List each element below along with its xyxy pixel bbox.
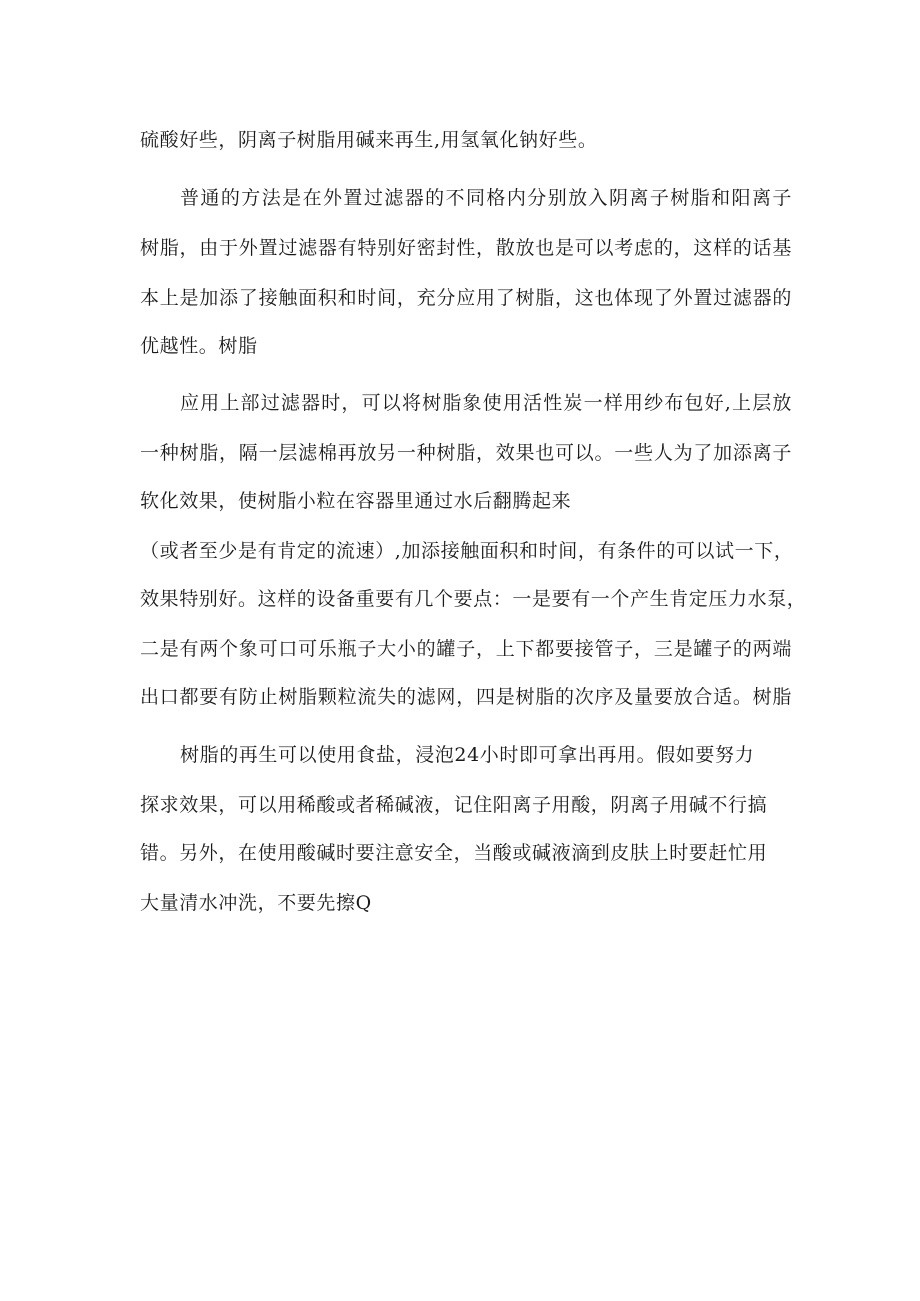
text-line: 探求效果，可以用稀酸或者稀碱液，记住阳离子用酸，阴离子用碱不行搞 — [140, 794, 768, 816]
text-line: 错。另外，在使用酸碱时要注意安全，当酸或碱液滴到皮肤上时要赶忙用 — [140, 842, 768, 864]
text-line: 出口都要有防止树脂颗粒流失的滤网，四是树脂的次序及量要放合适。树脂 — [140, 686, 792, 708]
text-line: 一种树脂，隔一层滤棉再放另一种树脂，效果也可以。一些人为了加添离子 — [140, 442, 792, 464]
text-line: 效果特别好。这样的设备重要有几个要点：一是要有一个产生肯定压力水泵， — [140, 588, 807, 610]
text-line: 大量清水冲洗，不要先擦Q — [140, 892, 372, 914]
text-line: 硫酸好些，阴离子树脂用碱来再生,用氢氧化钠好些。 — [140, 129, 598, 151]
text-line: 本上是加添了接触面积和时间，充分应用了树脂，这也体现了外置过滤器的 — [140, 287, 792, 309]
text-line: 二是有两个象可口可乐瓶子大小的罐子，上下都要接管子，三是罐子的两端 — [140, 638, 792, 660]
text-line: （或者至少是有肯定的流速）,加添接触面积和时间，有条件的可以试一下， — [140, 540, 794, 562]
text-line: 树脂的再生可以使用食盐，浸泡24小时即可拿出再用。假如要努力 — [180, 744, 755, 766]
text-line: 树脂，由于外置过滤器有特别好密封性，散放也是可以考虑的，这样的话基 — [140, 237, 792, 259]
text-line: 普通的方法是在外置过滤器的不同格内分别放入阴离子树脂和阳离子 — [180, 187, 792, 209]
text-line: 应用上部过滤器时，可以将树脂象使用活性炭一样用纱布包好,上层放 — [180, 392, 792, 414]
text-line: 软化效果，使树脂小粒在容器里通过水后翻腾起来 — [140, 490, 572, 512]
text-line: 优越性。树脂 — [140, 335, 258, 357]
